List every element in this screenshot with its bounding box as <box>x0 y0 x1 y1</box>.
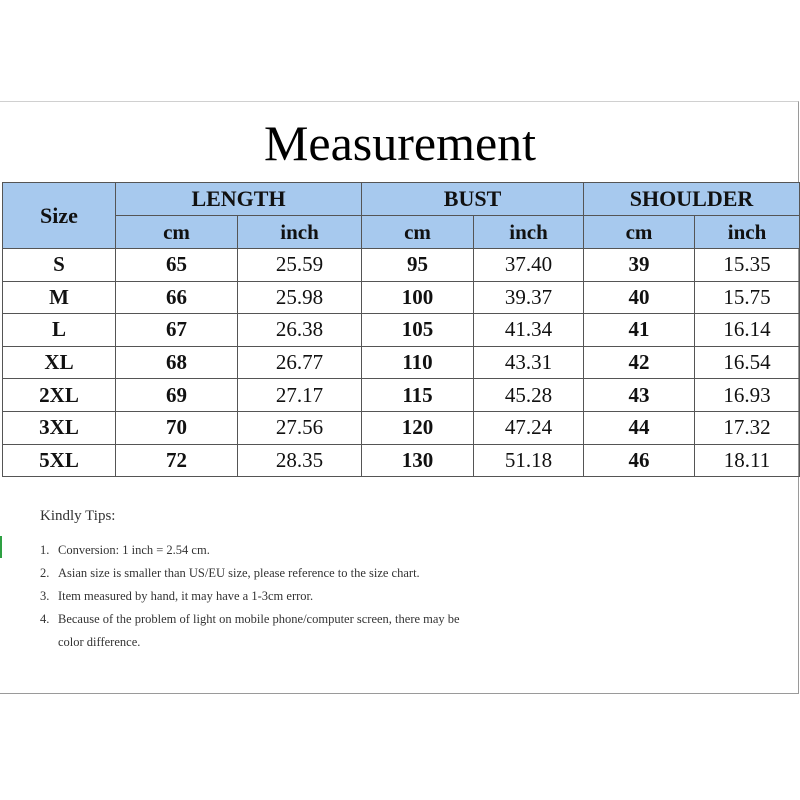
kindly-tips <box>40 508 478 654</box>
bust-cm-cell: 115 <box>362 379 474 412</box>
length-cm-cell: 67 <box>116 314 238 347</box>
size-cell: L <box>3 314 116 347</box>
list-item <box>40 608 478 654</box>
table-row <box>3 314 800 347</box>
size-cell: 3XL <box>3 411 116 444</box>
shoulder-inch-cell: 16.93 <box>695 379 800 412</box>
bust-inch-cell: 47.24 <box>474 411 584 444</box>
tip-number: 4. <box>40 612 50 626</box>
bust-cm-cell: 110 <box>362 346 474 379</box>
list-item <box>40 585 478 608</box>
tip-number: 2. <box>40 566 50 580</box>
size-column-header: Size <box>3 183 116 249</box>
shoulder-cm-cell: 40 <box>584 281 695 314</box>
list-item <box>40 539 478 562</box>
length-inch-cell: 26.77 <box>238 346 362 379</box>
size-chart-table <box>2 182 800 477</box>
tip-text: Because of the problem of light on mobile phone/computer screen, there may be color difference. <box>58 612 460 649</box>
table-row <box>3 281 800 314</box>
header-row-groups <box>3 183 800 216</box>
tip-number: 3. <box>40 589 50 603</box>
size-cell: XL <box>3 346 116 379</box>
bust-cm-cell: 100 <box>362 281 474 314</box>
tip-text: Item measured by hand, it may have a 1-3cm error. <box>58 589 314 603</box>
bust-inch-cell: 37.40 <box>474 249 584 282</box>
shoulder-cm-cell: 42 <box>584 346 695 379</box>
shoulder-inch-cell: 17.32 <box>695 411 800 444</box>
tip-number: 1. <box>40 543 50 557</box>
list-item <box>40 562 478 585</box>
header-row-units <box>3 216 800 249</box>
table-row <box>3 346 800 379</box>
bust-inch-cell: 41.34 <box>474 314 584 347</box>
bust-cm-cell: 95 <box>362 249 474 282</box>
unit-header: inch <box>238 216 362 249</box>
tips-list <box>40 539 478 654</box>
size-cell: 2XL <box>3 379 116 412</box>
length-cm-cell: 68 <box>116 346 238 379</box>
shoulder-group-header: SHOULDER <box>584 183 800 216</box>
length-cm-cell: 72 <box>116 444 238 477</box>
tip-text: Conversion: 1 inch = 2.54 cm. <box>58 543 210 557</box>
bust-group-header: BUST <box>362 183 584 216</box>
table-row <box>3 379 800 412</box>
size-cell: 5XL <box>3 444 116 477</box>
size-cell: M <box>3 281 116 314</box>
bust-inch-cell: 43.31 <box>474 346 584 379</box>
length-inch-cell: 26.38 <box>238 314 362 347</box>
tips-heading: Kindly Tips: <box>40 508 116 524</box>
shoulder-inch-cell: 16.54 <box>695 346 800 379</box>
shoulder-cm-cell: 39 <box>584 249 695 282</box>
length-cm-cell: 70 <box>116 411 238 444</box>
unit-header: cm <box>362 216 474 249</box>
shoulder-cm-cell: 46 <box>584 444 695 477</box>
shoulder-cm-cell: 44 <box>584 411 695 444</box>
shoulder-inch-cell: 16.14 <box>695 314 800 347</box>
shoulder-inch-cell: 15.75 <box>695 281 800 314</box>
left-edge-mark <box>0 536 2 558</box>
unit-header: inch <box>474 216 584 249</box>
unit-header: cm <box>584 216 695 249</box>
bust-inch-cell: 45.28 <box>474 379 584 412</box>
length-cm-cell: 66 <box>116 281 238 314</box>
bust-cm-cell: 120 <box>362 411 474 444</box>
length-cm-cell: 69 <box>116 379 238 412</box>
page-title: Measurement <box>263 115 537 171</box>
unit-header: inch <box>695 216 800 249</box>
length-inch-cell: 27.17 <box>238 379 362 412</box>
tip-text: Asian size is smaller than US/EU size, please reference to the size chart. <box>58 566 420 580</box>
length-inch-cell: 27.56 <box>238 411 362 444</box>
table-row <box>3 411 800 444</box>
bust-inch-cell: 39.37 <box>474 281 584 314</box>
unit-header: cm <box>116 216 238 249</box>
bust-cm-cell: 105 <box>362 314 474 347</box>
bust-inch-cell: 51.18 <box>474 444 584 477</box>
length-group-header: LENGTH <box>116 183 362 216</box>
shoulder-cm-cell: 41 <box>584 314 695 347</box>
shoulder-inch-cell: 15.35 <box>695 249 800 282</box>
length-inch-cell: 28.35 <box>238 444 362 477</box>
shoulder-cm-cell: 43 <box>584 379 695 412</box>
shoulder-inch-cell: 18.11 <box>695 444 800 477</box>
length-cm-cell: 65 <box>116 249 238 282</box>
length-inch-cell: 25.59 <box>238 249 362 282</box>
length-inch-cell: 25.98 <box>238 281 362 314</box>
bust-cm-cell: 130 <box>362 444 474 477</box>
table-row <box>3 444 800 477</box>
size-cell: S <box>3 249 116 282</box>
table-row <box>3 249 800 282</box>
